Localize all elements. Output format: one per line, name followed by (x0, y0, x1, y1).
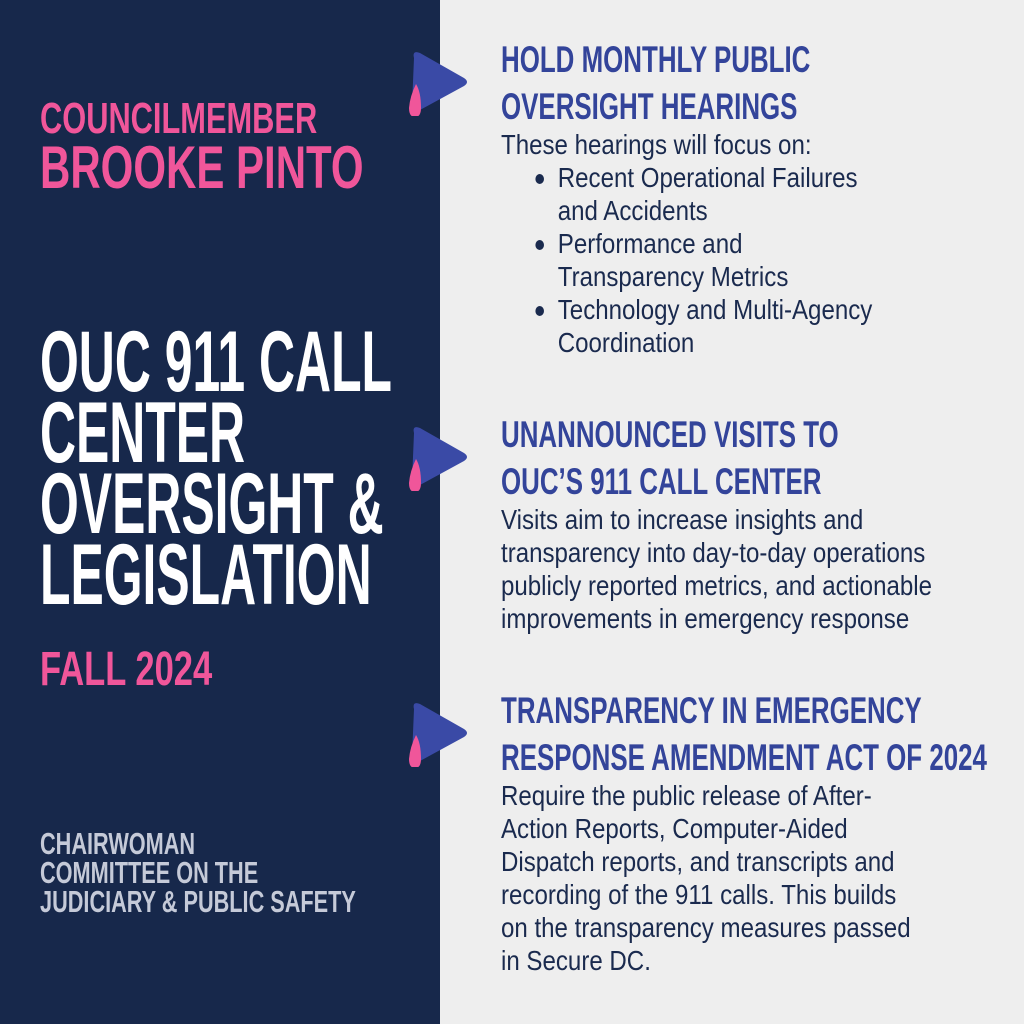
play-triangle-with-droplet-icon (404, 46, 474, 116)
body-line: improvements in emergency response (501, 603, 910, 634)
list-item-text: Coordination (557, 327, 695, 358)
body-line: publicly reported metrics, and actionable (501, 570, 932, 601)
body-line: Visits aim to increase insights and (501, 504, 864, 535)
councilmember-name: BROOKE PINTO (40, 134, 364, 201)
body-line: transparency into day-to-day operations (501, 537, 926, 568)
section-oversight-hearings (501, 36, 1021, 359)
role-line: COMMITTEE ON THE (40, 855, 259, 890)
heading-line: HOLD MONTHLY PUBLIC (501, 39, 811, 80)
heading-line: TRANSPARENCY IN EMERGENCY (501, 690, 922, 731)
section-unannounced-visits (501, 411, 1021, 635)
play-triangle-with-droplet-icon (404, 421, 474, 491)
body-line: Dispatch reports, and transcripts and (501, 846, 895, 877)
body-line: Require the public release of After- (501, 780, 872, 811)
bullet-icon (535, 306, 544, 316)
councilmember-label: COUNCILMEMBER (40, 94, 318, 143)
title-line: OUC 911 CALL (40, 314, 393, 410)
list-item-text: Technology and Multi-Agency (557, 294, 873, 325)
list-item (501, 227, 948, 260)
list-item (501, 293, 948, 326)
list-item-text: and Accidents (557, 195, 708, 226)
section-body (501, 503, 948, 635)
section-heading (501, 411, 865, 505)
role-line: JUDICIARY & PUBLIC SAFETY (40, 884, 356, 919)
list-item-text: Recent Operational Failures (557, 162, 858, 193)
heading-line: UNANNOUNCED VISITS TO (501, 414, 839, 455)
section-heading (501, 687, 987, 781)
title-line: CENTER (40, 385, 246, 481)
section-body (501, 128, 948, 359)
heading-line: RESPONSE AMENDMENT ACT OF 2024 (501, 737, 987, 778)
heading-line: OVERSIGHT HEARINGS (501, 86, 798, 127)
body-line: in Secure DC. (501, 945, 651, 976)
intro-text: These hearings will focus on: (501, 129, 812, 160)
bullet-icon (535, 240, 544, 250)
list-item-text: Performance and (557, 228, 743, 259)
play-triangle-with-droplet-icon (404, 697, 474, 767)
title-line: OVERSIGHT & (40, 456, 384, 552)
heading-line: OUC’S 911 CALL CENTER (501, 461, 822, 502)
bullet-icon (535, 174, 544, 184)
section-transparency-act (501, 687, 1021, 977)
body-line: on the transparency measures passed (501, 912, 911, 943)
role-block (40, 826, 356, 919)
season-label: FALL 2024 (40, 643, 213, 696)
section-heading (501, 36, 865, 130)
list-item (501, 161, 948, 194)
page-title (40, 314, 393, 623)
list-item-text: Transparency Metrics (557, 261, 789, 292)
role-line: CHAIRWOMAN (40, 826, 196, 861)
body-line: Action Reports, Computer-Aided (501, 813, 848, 844)
section-body (501, 779, 948, 977)
left-panel (0, 0, 440, 1024)
title-line: LEGISLATION (40, 527, 372, 623)
body-line: recording of the 911 calls. This builds (501, 879, 897, 910)
